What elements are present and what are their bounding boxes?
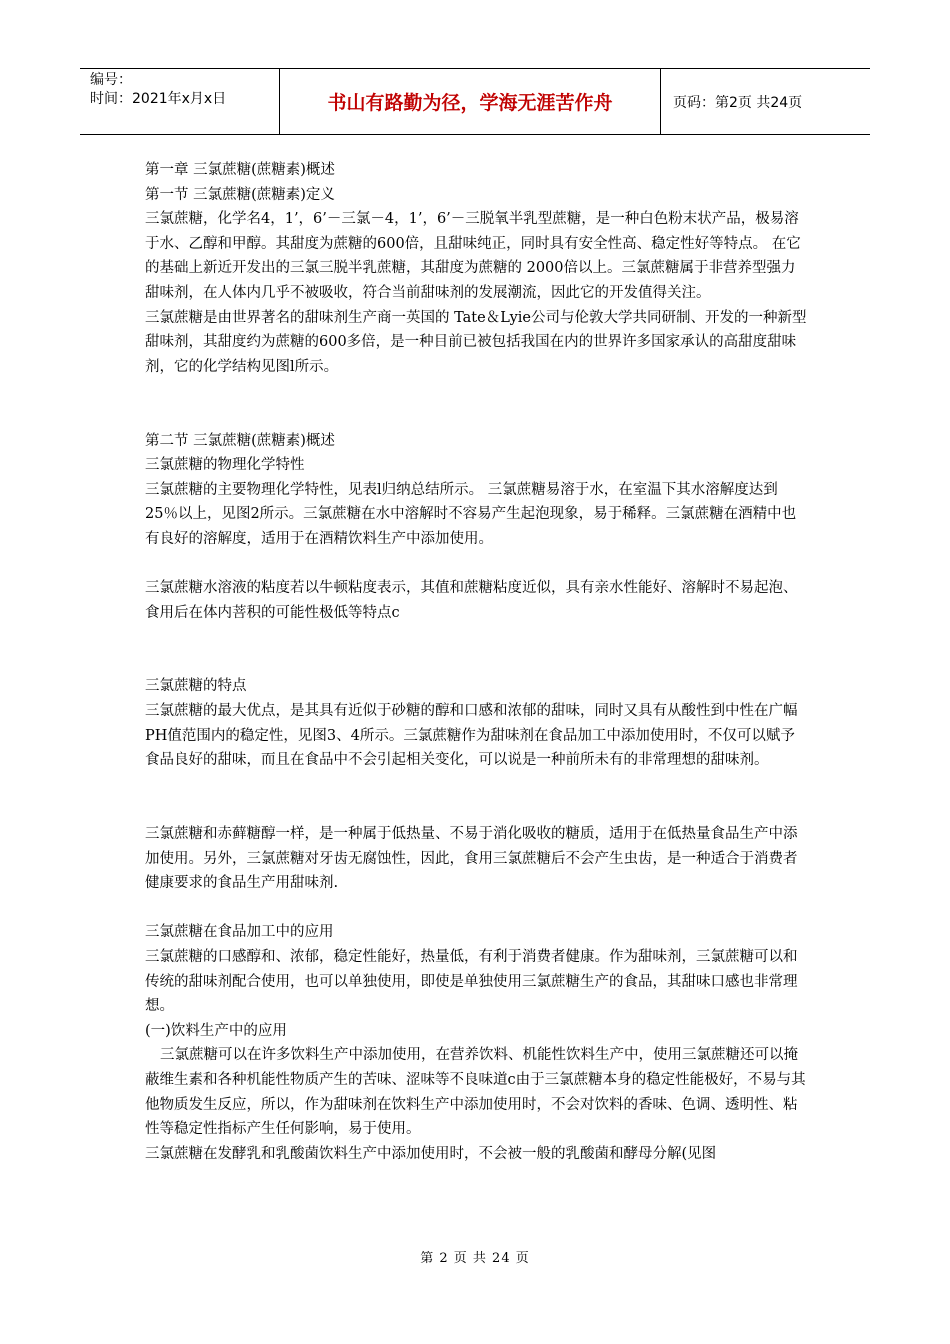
paragraph: 三氯蔗糖的最大优点，是其具有近似于砂糖的醇和口感和浓郁的甜味，同时又具有从酸性到中性在广幅PH值范围内的稳定性，见图3、4所示。三氯蔗糖作为甜味剂在食品加工中添加使用时，不仅可以赋予食品良好的甜味，而且在食品中不会引起相关变化，可以说是一种前所未有的非常理想的甜味剂。 (145, 703, 798, 769)
section-title: 第二节 三氯蔗糖(蔗糖素)概述 (145, 432, 335, 449)
subsection-title: (一)饮料生产中的应用 (145, 1022, 287, 1039)
subsection-title: 三氯蔗糖在食品加工中的应用 (145, 924, 334, 941)
header-page-info: 页码：第2页 共24页 (673, 94, 803, 111)
paragraph: 三氯蔗糖的口感醇和、浓郁，稳定性能好，热量低，有利于消费者健康。作为甜味剂，三氯蔗糖可以和传统的甜味剂配合使用，也可以单独使用，即使是单独使用三氯蔗糖生产的食品，其甜味口感也非常理想。 (145, 949, 798, 1015)
page-footer: 第 2 页 共 24 页 (420, 1251, 530, 1266)
paragraph: 三氯蔗糖水溶液的粘度若以牛顿粘度表示，其值和蔗糖粘度近似，具有亲水性能好、溶解时不易起泡、食用后在体内菩积的可能性极低等特点c (145, 580, 798, 621)
page-header (80, 68, 870, 135)
paragraph: 三氯蔗糖可以在许多饮料生产中添加使用，在营养饮料、机能性饮料生产中，使用三氯蔗糖还可以掩蔽维生素和各种机能性物质产生的苦味、涩味等不良味道c由于三氯蔗糖本身的稳定性能极好，不易与其他物质发生反应，所以，作为甜味剂在饮料生产中添加使用时，不会对饮料的香味、色调、透明性、粘性等稳定性指标产生任何影响，易于使用。 (145, 1047, 806, 1138)
chapter-title: 第一章 三氯蔗糖(蔗糖素)概述 (145, 162, 335, 178)
document-date: 时间：2021年x月x日 (90, 91, 227, 107)
paragraph: 三氯蔗糖的主要物理化学特性，见表l归纳总结所示。 三氯蔗糖易溶于水，在室温下其水溶解度达到25％以上，见图2所示。三氯蔗糖在水中溶解时不容易产生起泡现象，易于稀释。三氯蔗糖在酒精中也有良好的溶解度，适用于在酒精饮料生产中添加使用。 (145, 481, 797, 547)
section-title: 第一节 三氯蔗糖(蔗糖素)定义 (145, 186, 335, 203)
paragraph: 三氯蔗糖和赤藓糖醇一样，是一种属于低热量、不易于消化吸收的糖质，适用于在低热量食品生产中添加使用。另外，三氯蔗糖对牙齿无腐蚀性，因此，食用三氯蔗糖后不会产生虫齿，是一种适合于消费者健康要求的食品生产用甜味剂. (145, 826, 798, 892)
header-motto: 书山有路勤为径，学海无涯苦作舟 (280, 69, 661, 134)
subsection-title: 三氯蔗糖的物理化学特性 (145, 457, 305, 474)
subsection-title: 三氯蔗糖的特点 (145, 678, 247, 695)
paragraph: 三氯蔗糖，化学名4，1’，6’－三氯－4，1’，6’－三脱氧半乳型蔗糖，是一种白色粉末状产品，极易溶于水、乙醇和甲醇。其甜度为蔗糖的600倍，且甜味纯正，同时具有安全性高、稳定性好等特点。 在它的基础上新近开发出的三氯三脱半乳蔗糖，其甜度为蔗糖的 2000倍以上。三氯蔗糖属于非营养型强力甜味剂，在人体内几乎不被吸收，符合当前甜味剂的发展潮流，因此它的开发值得关注。 (145, 211, 801, 301)
document-number: 编号： (90, 72, 132, 88)
paragraph: 三氯蔗糖在发酵乳和乳酸菌饮料生产中添加使用时，不会被一般的乳酸菌和酵母分解(见图 (145, 1145, 717, 1162)
header-meta (80, 69, 280, 134)
paragraph: 三氯蔗糖是由世界著名的甜味剂生产商一英国的 Tate＆Lyie公司与伦敦大学共同研制、开发的一种新型甜味剂，其甜度约为蔗糖的600多倍，是一种目前已被包括我国在内的世界许多国家承认的高甜度甜味剂，它的化学结构见图l所示。 (145, 309, 807, 375)
document-body (145, 158, 807, 1166)
